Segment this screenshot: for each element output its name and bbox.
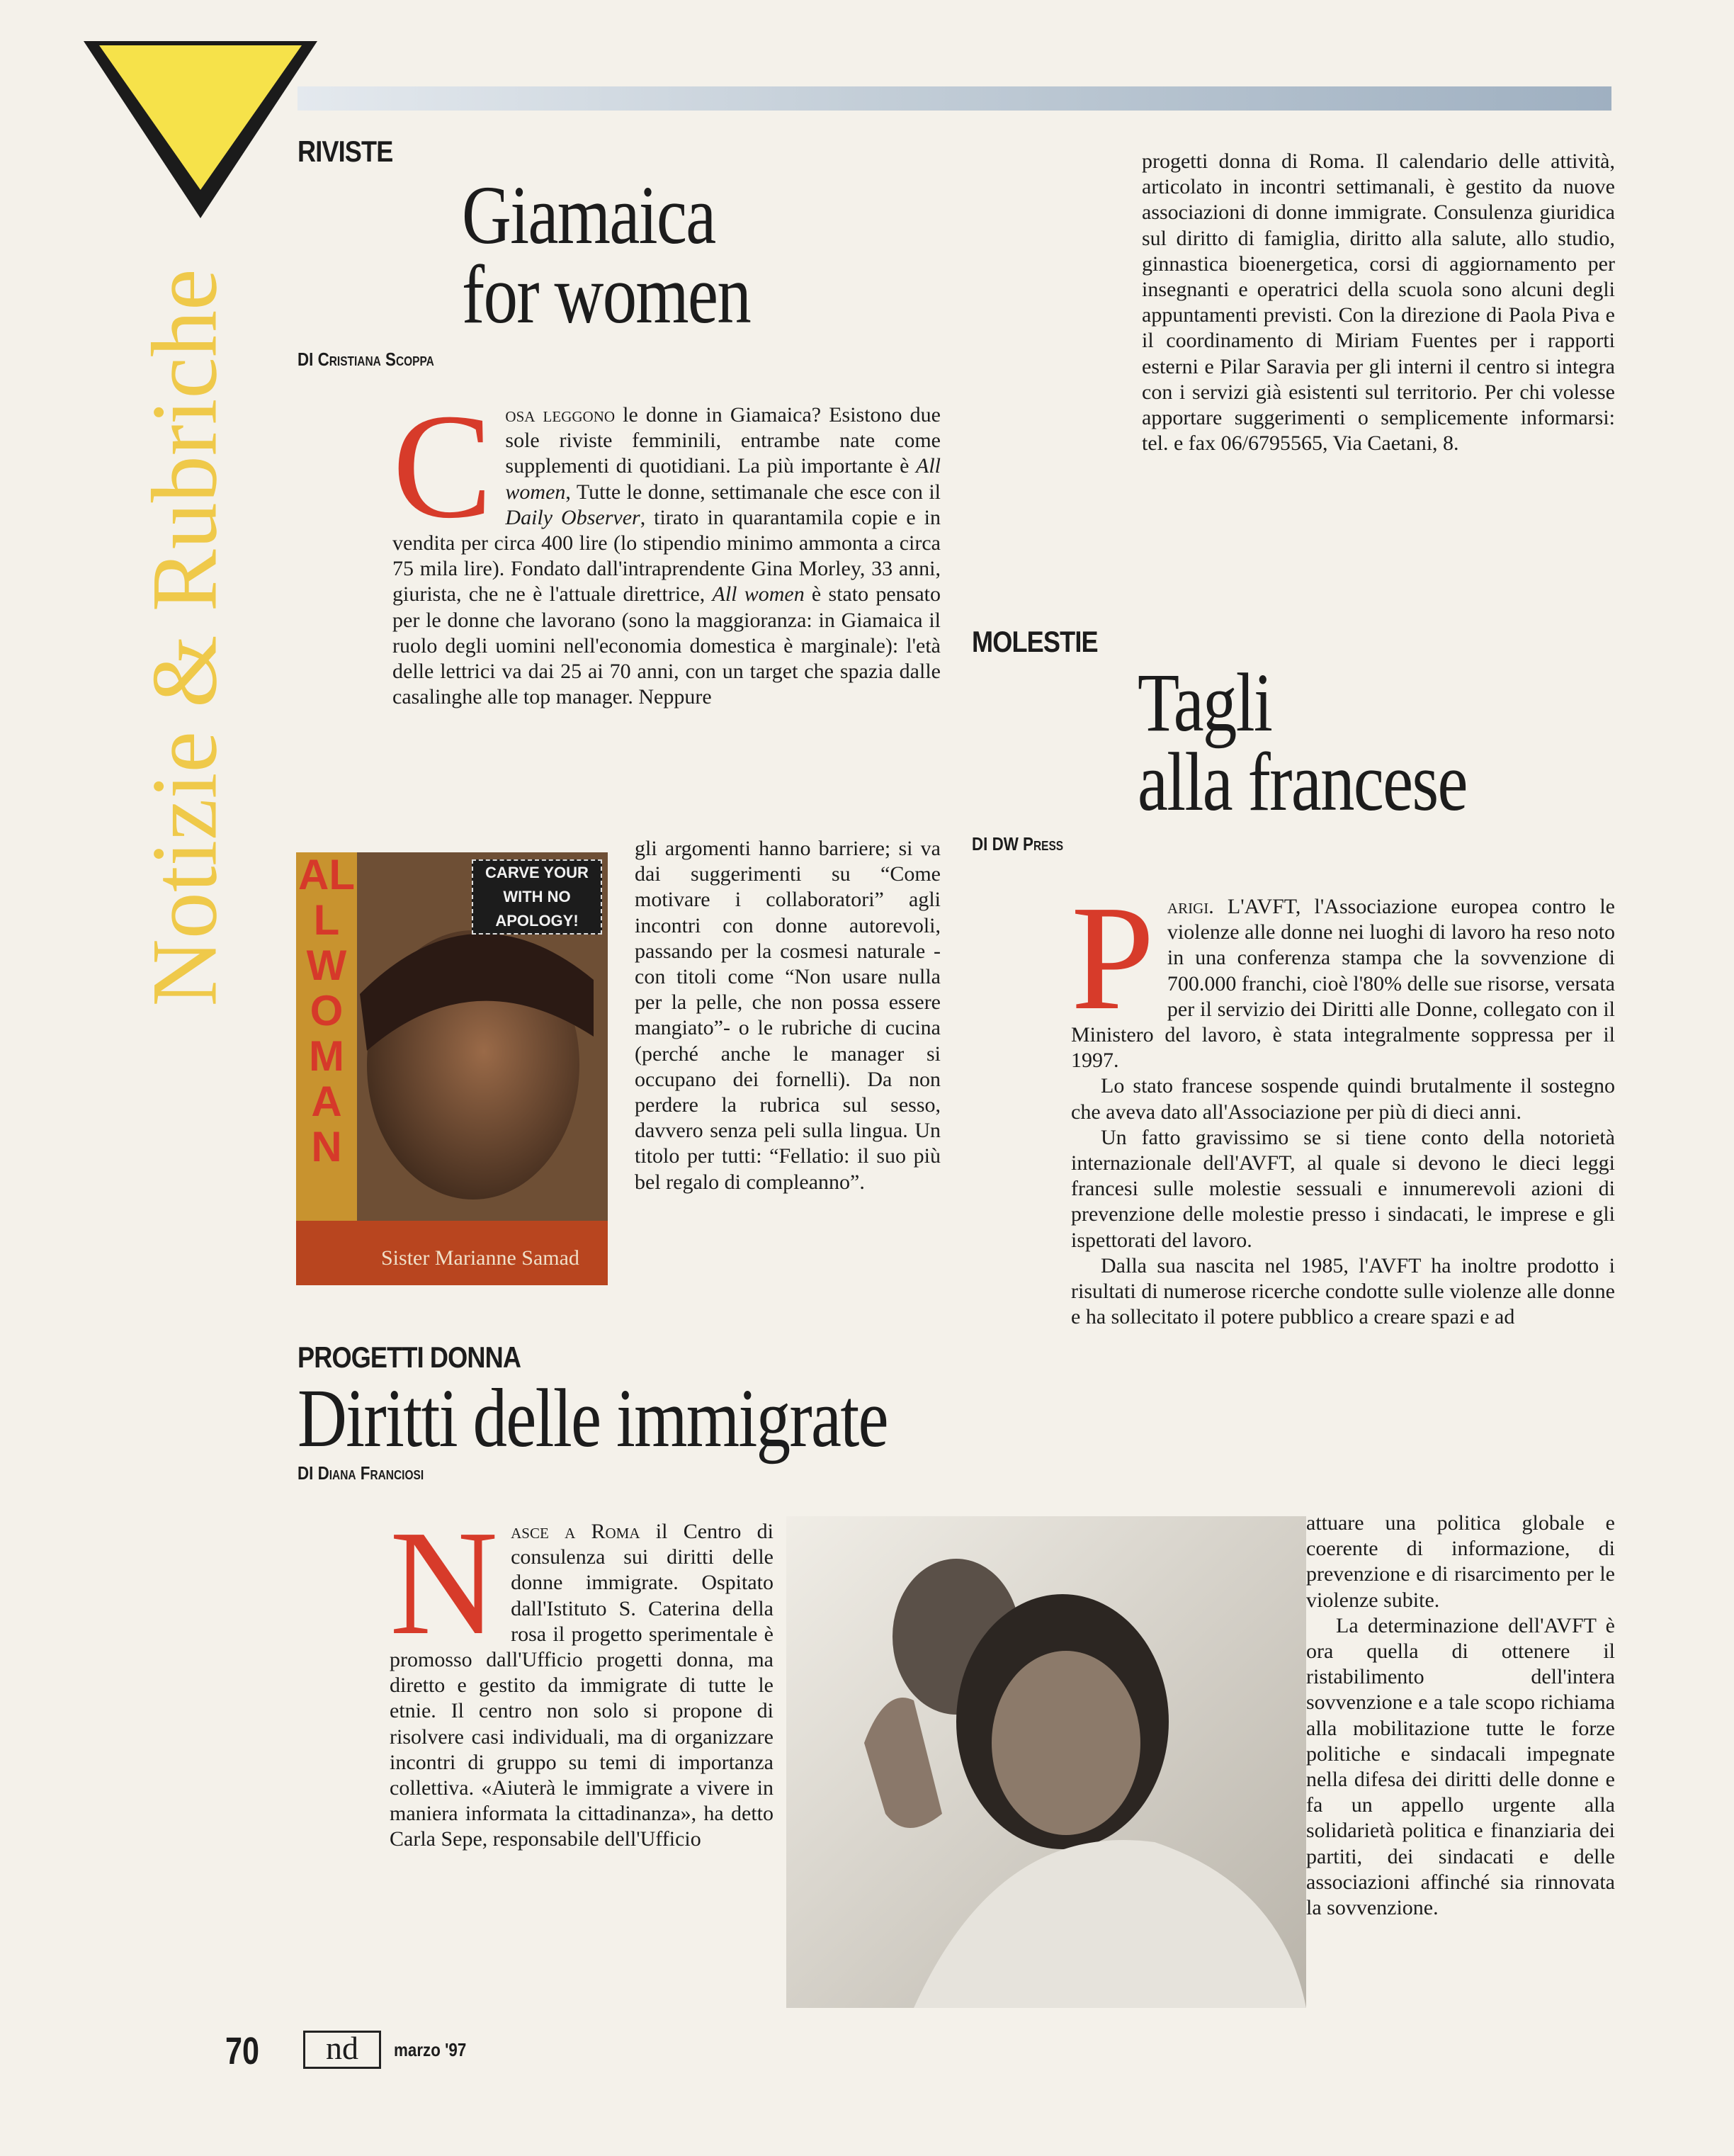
- article-body-continued: attuare una politica globale e coerente di informazione, di prevenzione e di risarcimento per le violenze subite. La determinazione dell'AVFT è ora quella di ottenere il ristabilimento dell'intera sovvenzione e a tale scopo richiama alla mobilitazione tutte le forze politiche e sindacali impegnate nella difesa dei diritti delle donne e fa un appello urgente alla solidarietà politica e finanziaria dei partiti, dei sindacati e delle associazioni affinché sia rinnovata la sovvenzione.: [1306, 1511, 1615, 1920]
- drop-cap: N: [390, 1499, 499, 1666]
- section-label: MOLESTIE: [972, 625, 1098, 658]
- photo-women: [786, 1516, 1306, 2008]
- page-number: 70: [225, 2030, 260, 2072]
- article-body: Parigi. L'AVFT, l'Associazione europea contro le violenze alle donne nei luoghi di lavoro ha reso noto in una conferenza stampa che la sovvenzione di 700.000 franchi, cioè l'80% delle sue risorse, versata per il servizio dei Diritti alle Donne, collegato con il Ministero del lavoro, è stata integralmente soppressa per il 1997. Lo stato francese sospende quindi brutalmente il sostegno che aveva dato all'Associazione per più di dieci anni. Un fatto gravissimo se si tiene conto della notorietà internazionale dell'AVFT, al quale si devono le dieci leggi francesi sulle molestie sessuali e innumerevoli azioni di prevenzione delle molestie presso i sindacati, le imprese e gli ispettorati del lavoro. Dalla sua nascita nel 1985, l'AVFT ha inoltre prodotto i risultati di numerose ricerche condotte sulle violenze alle donne e ha sollecitato il potere pubblico a creare spazi e ad: [1071, 874, 1615, 1329]
- cover-banner: CARVE YOUR WITH NO APOLOGY!: [472, 859, 602, 935]
- byline: DI Cristiana Scoppa: [298, 349, 434, 370]
- drop-cap: P: [1071, 874, 1155, 1041]
- cover-caption: Sister Marianne Samad: [381, 1246, 579, 1270]
- bleed-through: [722, 142, 1148, 439]
- article-title: Tagli alla francese: [1138, 656, 1467, 828]
- cover-masthead: ALL WOMAN: [298, 852, 355, 1170]
- article-body-continued: progetti donna di Roma. Il calendario delle attività, articolato in incontri settimanali, è gestito da nuove associazioni di donne immigrate. Consulenza giuridica sul diritto di famiglia, diritto alla salute, allo studio, ginnastica bioenergetica, corsi di aggiornamento per insegnanti e operatrici della scuola sono alcuni degli appuntamenti previsti. Con la direzione di Paola Piva e il coordinamento di Miriam Fuentes per i rapporti esterni e Pilar Saravia per gli interni il centro si integra con i servizi già esistenti sul territorio. Per chi volesse apportare suggerimenti o semplicemente informarsi: tel. e fax 06/6795565, Via Caetani, 8.: [1142, 149, 1615, 456]
- article-body-continued: gli argomenti hanno barriere; si va dai suggerimenti su “Come motivare i collaboratori” agli incontri con donne autorevoli, passando per la cosmesi naturale - con titoli come “Non usare nulla per la pelle, che non possa essere mangiato”- o le rubriche di cucina (perché anche le manager si occupano dei fornelli). Da non perdere la rubrica sul sesso, davvero senza peli sulla lingua. Un titolo per tutti: “Fellatio: il suo più bel regalo di compleanno”.: [635, 837, 941, 1194]
- issue-date: marzo '97: [394, 2039, 467, 2060]
- article-body: Nasce a Roma il Centro di consulenza sui diritti delle donne immigrate. Ospitato dall'Istituto S. Caterina della rosa il progetto sperimentale è promosso dall'Ufficio progetti donna, ma diretto e gestito da immigrate di tutte le etnie. Il centro non solo si propone di risolvere casi individuali, ma di organizzare incontri di gruppo su temi di importanza collettiva. «Aiuterà le immigrate a vivere in maniera informata la cittadinanza», ha detto Carla Sepe, responsabile dell'Ufficio: [390, 1499, 774, 1851]
- drop-cap: C: [392, 383, 493, 549]
- article-title: Diritti delle immigrate: [298, 1372, 888, 1464]
- header-stripe: [298, 86, 1611, 111]
- section-label: RIVISTE: [298, 135, 393, 168]
- article-body: Cosa leggono le donne in Giamaica? Esistono due sole riviste femminili, entrambe nate come supplementi di quotidiani. La più importante è All women, Tutte le donne, settimanale che esce con il Daily Observer, tirato in quarantamila copie e in vendita per circa 400 lire (lo stipendio minimo ammonta a circa 75 mila lire). Fondato dall'intraprendente Gina Morley, 33 anni, giurista, che ne è l'attuale direttrice, All women è stato pensato per le donne che lavorano (sono la maggioranza: in Giamaica il ruolo degli uomini nell'economia domestica è marginale): l'età delle lettrici va dai 25 ai 70 anni, con un target che spazia dalle casalinghe alle top manager. Neppure: [392, 383, 941, 709]
- magazine-cover-image: [296, 852, 608, 1285]
- section-label: PROGETTI DONNA: [298, 1341, 521, 1374]
- vertical-title: Notizie & Rubriche: [132, 269, 237, 1007]
- byline: DI DW Press: [972, 833, 1064, 854]
- byline: DI Diana Franciosi: [298, 1462, 424, 1484]
- magazine-logo: nd: [303, 2031, 381, 2069]
- yellow-triangle-icon: [84, 41, 317, 218]
- article-title: Giamaica for women: [462, 169, 751, 341]
